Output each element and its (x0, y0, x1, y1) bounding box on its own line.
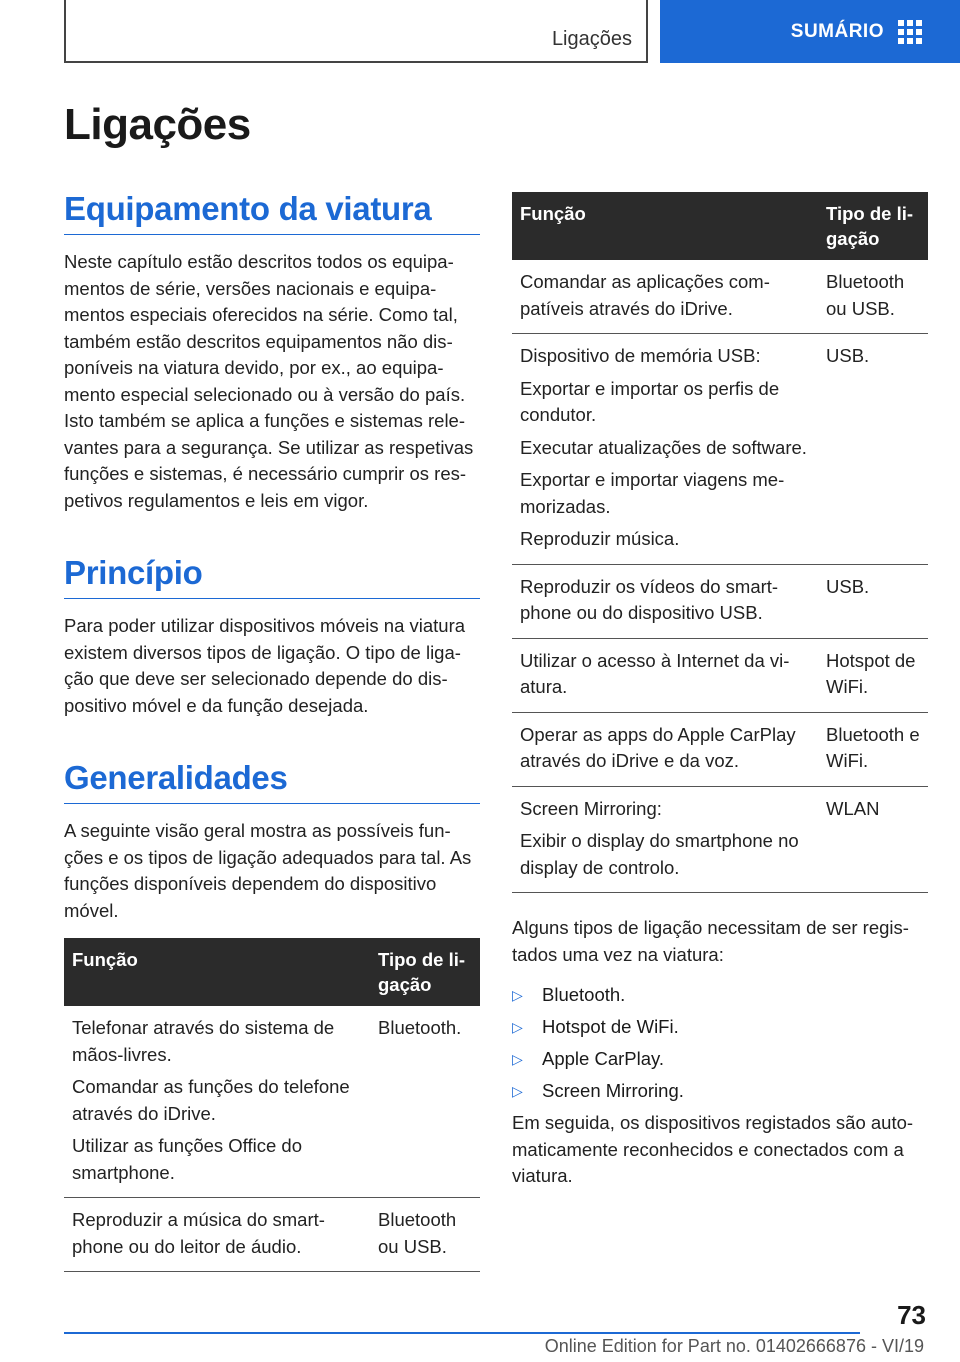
connection-type-cell: Bluetooth ou USB. (818, 260, 928, 334)
function-cell (512, 638, 818, 712)
list-item: ▷ Screen Mirroring. (512, 1078, 928, 1104)
table-row (512, 334, 928, 565)
function-text: Exibir o display do smartphone no display de controlo. (520, 830, 799, 878)
function-text: Reproduzir os vídeos do smartphone ou do dispositivo USB. (520, 575, 779, 623)
registration-outro: Em seguida, os dispositivos registados são automaticamente reconhecidos e conectados com a viatura. (512, 1112, 914, 1186)
functions-table-left (64, 938, 480, 1272)
function-cell (64, 1006, 370, 1198)
table-row (512, 260, 928, 334)
page-number: 73 (897, 1300, 926, 1330)
section-title-principle: Princípio (64, 554, 480, 599)
connection-type-cell: Bluetooth e WiFi. (818, 712, 928, 786)
table-row (64, 1006, 480, 1198)
triangle-bullet-icon: ▷ (512, 1051, 523, 1067)
section-text-general: A seguinte visão geral mostra as possíveis funções e os tipos de ligação adequados para tal. As funções disponíveis dependem do dispositivo móvel. (64, 820, 472, 921)
connection-type-cell: WLAN (818, 786, 928, 893)
function-text: Comandar as aplicações compatíveis através do iDrive. (520, 271, 770, 319)
function-text: Utilizar as funções Office do smartphone. (72, 1135, 302, 1183)
grid-icon (898, 20, 922, 44)
section-title-general: Generalidades (64, 759, 480, 804)
connection-type-cell: Bluetooth. (370, 1006, 480, 1198)
connection-type-cell: USB. (818, 564, 928, 638)
function-text: Executar atualizações de software. (520, 436, 807, 458)
right-column (512, 192, 928, 1204)
triangle-bullet-icon: ▷ (512, 987, 523, 1003)
function-text: Exportar e importar os perfis de condutor. (520, 377, 780, 425)
registration-intro: Alguns tipos de ligação necessitam de ser registados uma vez na viatura: (512, 917, 909, 965)
connection-type-cell: Bluetooth ou USB. (370, 1198, 480, 1272)
footer-divider (64, 1332, 860, 1334)
function-cell (512, 260, 818, 334)
toc-button[interactable] (660, 0, 960, 63)
table-row (512, 786, 928, 893)
function-text: Exportar e importar viagens memorizadas. (520, 469, 785, 517)
function-text: Telefonar através do sistema de mãos-livres. (72, 1017, 335, 1065)
list-item: ▷ Apple CarPlay. (512, 1046, 928, 1072)
table-row (64, 1198, 480, 1272)
registration-list (512, 982, 928, 1104)
function-cell (512, 334, 818, 565)
function-cell (512, 564, 818, 638)
column-header-function: Função (512, 192, 818, 260)
connection-type-cell: Hotspot de WiFi. (818, 638, 928, 712)
function-cell (64, 1198, 370, 1272)
page-title: Ligações (64, 100, 251, 149)
section-title-equipment: Equipamento da viatura (64, 190, 480, 235)
function-text: Comandar as funções do telefone através do iDrive. (72, 1076, 350, 1124)
function-text: Operar as apps do Apple CarPlay através do iDrive e da voz. (520, 723, 796, 771)
function-text: Utilizar o acesso à Internet da viatura. (520, 649, 790, 697)
triangle-bullet-icon: ▷ (512, 1019, 523, 1035)
table-row (512, 564, 928, 638)
edition-footer: Online Edition for Part no. 01402666876 - VI/19 (544, 1336, 924, 1356)
connection-type-cell: USB. (818, 334, 928, 565)
triangle-bullet-icon: ▷ (512, 1083, 523, 1099)
column-header-connection-type: Tipo de ligação (370, 938, 480, 1006)
table-row (512, 712, 928, 786)
column-header-function: Função (64, 938, 370, 1006)
section-text-principle: Para poder utilizar dispositivos móveis na viatura existem diversos tipos de ligação. O tipo de ligação que deve ser selecionado depende do dispositivo móvel e da função desejada. (64, 615, 466, 716)
list-item: ▷ Hotspot de WiFi. (512, 1014, 928, 1040)
section-text-equipment: Neste capítulo estão descritos todos os equipamentos de série, versões nacionais e equipamentos especiais oferecidos na série. Como tal, também estão descritos equipamentos não disponíveis na viatura devido, por ex., ao equipamento especial selecionado ou à versão do país. Isto também se aplica a funções e sistemas relevantes para a segurança. Se utilizar as respetivas funções e sistemas, é necessário cumprir os respetivos regulamentos e leis em vigor. (64, 251, 474, 511)
toc-label: SUMÁRIO (790, 20, 884, 42)
header-section-box (64, 0, 648, 63)
function-text: Screen Mirroring: (520, 797, 662, 819)
table-row (512, 638, 928, 712)
list-item: ▷ Bluetooth. (512, 982, 928, 1008)
header-section-title: Ligações (551, 28, 632, 50)
column-header-connection-type: Tipo de ligação (818, 192, 928, 260)
left-column (64, 190, 480, 1272)
function-cell (512, 712, 818, 786)
function-text: Dispositivo de memória USB: (520, 345, 761, 366)
function-cell (512, 786, 818, 893)
functions-table-right (512, 192, 928, 893)
function-text: Reproduzir música. (520, 528, 680, 549)
function-text: Reproduzir a música do smartphone ou do leitor de áudio. (72, 1209, 325, 1257)
